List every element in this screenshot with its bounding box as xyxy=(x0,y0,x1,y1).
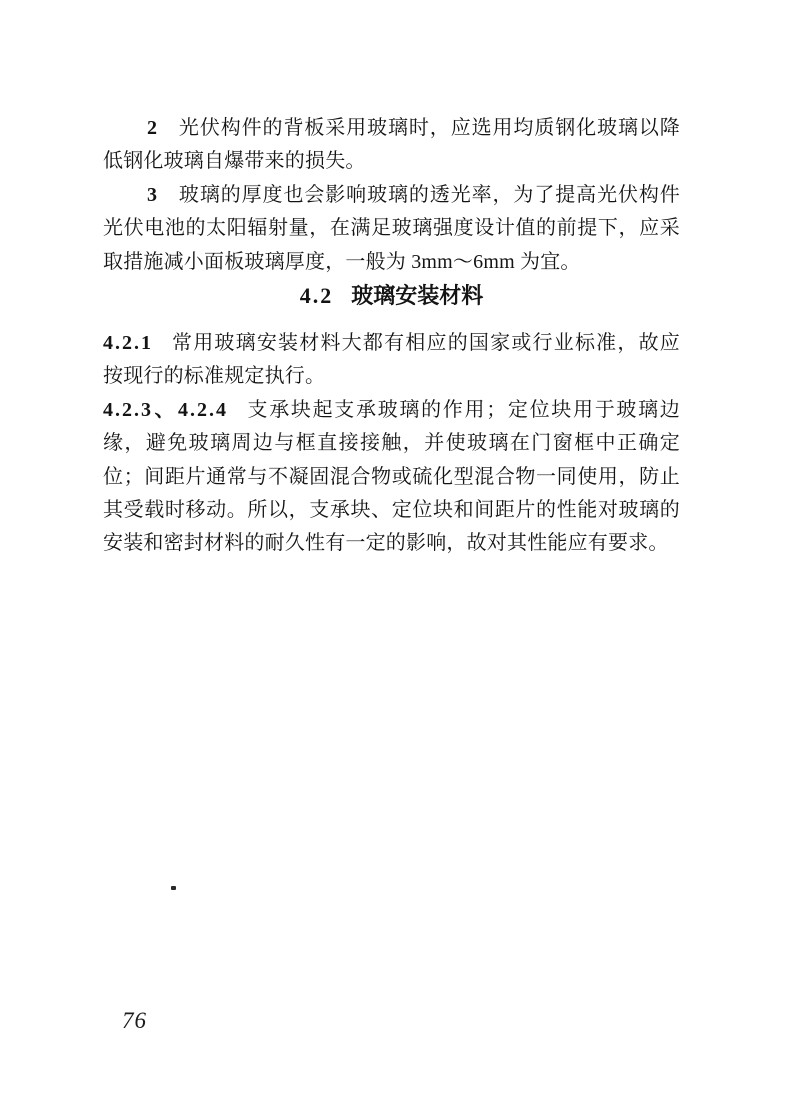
paragraph-3-line-3: 取措施减小面板玻璃厚度，一般为 3mm～6mm 为宜。 xyxy=(103,250,581,273)
clause-4-2-3-4-number: 4.2.3、4.2.4 xyxy=(103,398,228,421)
section-heading-title: 玻璃安装材料 xyxy=(351,282,484,308)
clause-4-2-3-4-line-4: 其受载时移动。所以，支承块、定位块和间距片的性能对玻璃的 xyxy=(103,498,680,521)
clause-4-2-3-4-line-1 xyxy=(103,394,680,427)
paragraph-2-line-1 xyxy=(103,112,680,145)
clause-4-2-1-line-1 xyxy=(103,327,680,360)
paragraph-2-text: 光伏构件的背板采用玻璃时，应选用均质钢化玻璃以降 xyxy=(178,117,680,139)
text-block xyxy=(103,112,680,561)
section-heading xyxy=(103,279,680,313)
clause-4-2-3-4-line-3: 位；间距片通常与不凝固混合物或硫化型混合物一同使用，防止 xyxy=(103,465,680,488)
clause-4-2-3-4-line-2: 缘，避免玻璃周边与框直接接触，并使玻璃在门窗框中正确定 xyxy=(103,432,680,455)
clause-4-2-3-4-text: 支承块起支承玻璃的作用；定位块用于玻璃边 xyxy=(246,398,680,421)
paragraph-3-line-2: 光伏电池的太阳辐射量，在满足玻璃强度设计值的前提下，应采 xyxy=(103,217,680,240)
scan-speck xyxy=(171,886,176,890)
paragraph-2-number: 2 xyxy=(147,117,158,139)
paragraph-3-line-1 xyxy=(103,179,680,212)
paragraph-3-text: 玻璃的厚度也会影响玻璃的透光率，为了提高光伏构件 xyxy=(178,183,680,206)
paragraph-3-number: 3 xyxy=(147,183,158,206)
paragraph-2-line-2: 低钢化玻璃自爆带来的损失。 xyxy=(103,150,366,173)
page-number: 76 xyxy=(122,1008,147,1033)
clause-4-2-1-line-2: 按现行的标准规定执行。 xyxy=(103,365,326,388)
section-heading-number: 4.2 xyxy=(299,282,334,308)
clause-4-2-1-number: 4.2.1 xyxy=(103,331,153,354)
clause-4-2-3-4-line-5: 安装和密封材料的耐久性有一定的影响，故对其性能应有要求。 xyxy=(103,532,669,555)
clause-4-2-1-text: 常用玻璃安装材料大都有相应的国家或行业标准，故应 xyxy=(171,331,680,354)
